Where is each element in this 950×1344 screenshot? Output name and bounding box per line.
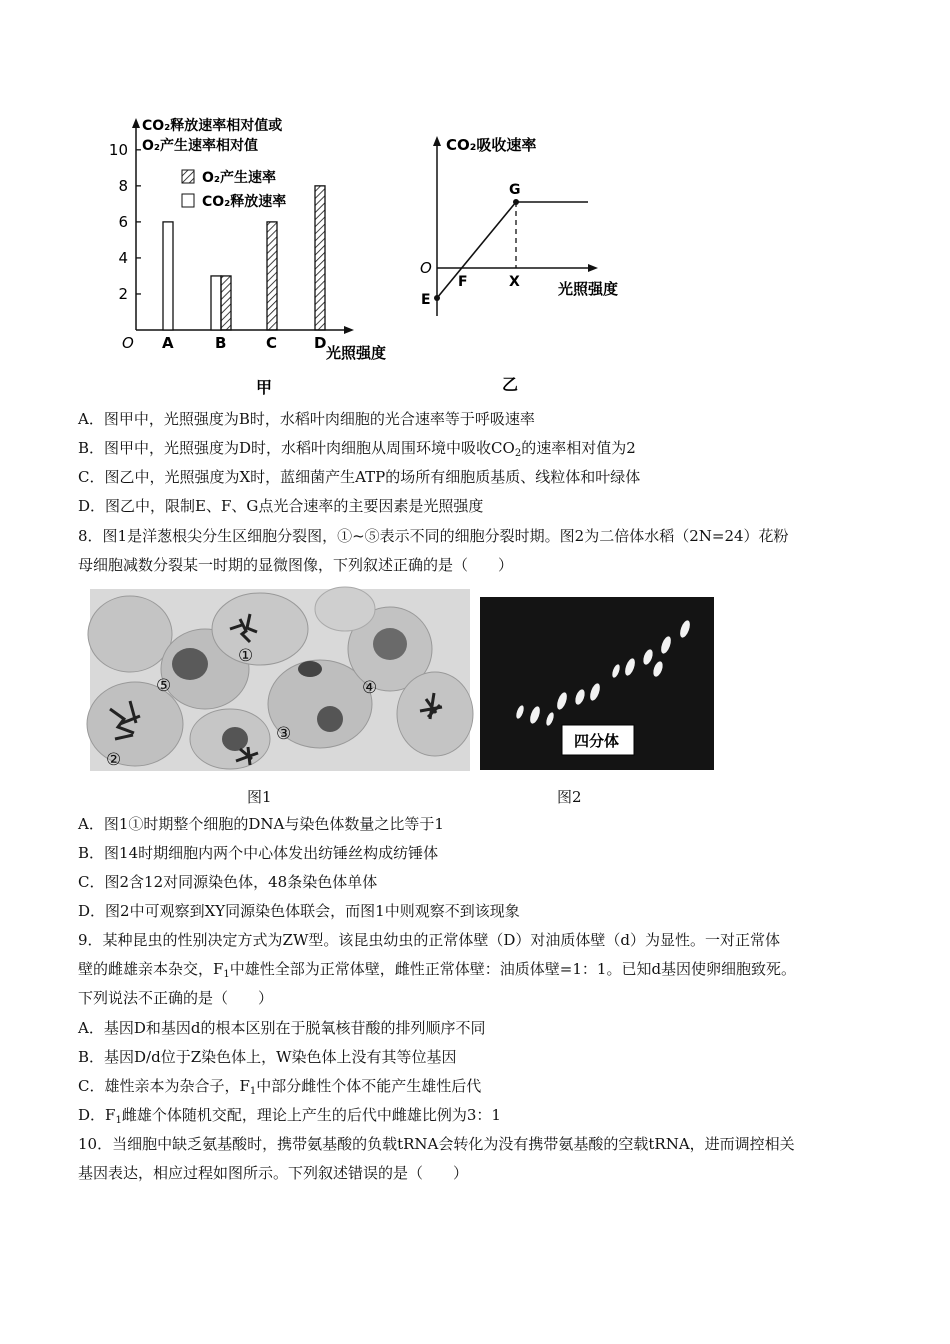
q8-option-d: D．图2中可观察到XY同源染色体联会，而图1中则观察不到该现象 — [78, 902, 520, 920]
q9-option-c-sub: 1 — [249, 1086, 257, 1097]
point-g-label: G — [509, 182, 521, 198]
q7-option-b-post: 的速率相对值为2 — [521, 439, 636, 457]
figure-jia-bar-chart — [108, 108, 387, 398]
bar-o2-B — [221, 276, 231, 330]
bar-co2-B — [211, 276, 221, 330]
q10-stem-line2: 基因表达，相应过程如图所示。下列叙述错误的是（ ） — [78, 1164, 469, 1182]
q8-option-a: A．图1①时期整个细胞的DNA与染色体数量之比等于1 — [78, 815, 444, 833]
q9-option-c-pre: C．雄性亲本为杂合子，F — [78, 1077, 250, 1095]
point-x-label: X — [509, 274, 520, 290]
category-label-A: A — [162, 334, 174, 352]
q7-option-b-sub: 2 — [514, 448, 522, 459]
figure-yi-line-graph — [412, 128, 652, 400]
nucleus — [317, 706, 343, 732]
origin-label: O — [420, 259, 432, 277]
fig1-label-4: ④ — [362, 678, 378, 698]
point-e-marker — [434, 295, 440, 301]
y-tick-label: 6 — [118, 212, 128, 231]
category-label-D: D — [314, 334, 327, 352]
y-tick-label: 4 — [118, 248, 128, 267]
category-label-B: B — [215, 334, 227, 352]
x-axis-arrow — [588, 264, 598, 272]
q7-option-d: D．图乙中，限制E、F、G点光合速率的主要因素是光照强度 — [78, 497, 484, 515]
q7-option-a: A．图甲中，光照强度为B时，水稻叶肉细胞的光合速率等于呼吸速率 — [78, 410, 535, 428]
y-axis-label: CO₂吸收速率 — [446, 136, 537, 154]
q8-option-b: B．图14时期细胞内两个中心体发出纺锤丝构成纺锤体 — [78, 844, 439, 862]
point-e-label: E — [421, 292, 431, 308]
fig2-label: 四分体 — [574, 732, 620, 750]
legend-o2-label: O₂产生速率 — [202, 170, 277, 186]
nucleus — [373, 628, 407, 660]
nucleus — [222, 727, 248, 751]
figure-jia-caption: 甲 — [256, 378, 273, 397]
cell — [212, 593, 308, 665]
legend-o2-swatch — [182, 170, 194, 183]
point-g-marker — [513, 199, 519, 205]
y-axis-arrow — [433, 136, 441, 146]
legend-co2-swatch — [182, 194, 194, 207]
q9-stem-line2-pre: 壁的雌雄亲本杂交，F — [78, 960, 224, 978]
bar-o2-D — [315, 186, 325, 330]
fig1-label-5: ⑤ — [156, 676, 172, 696]
nucleus — [298, 661, 322, 677]
q9-option-d-post: 雌雄个体随机交配，理论上产生的后代中雌雄比例为3：1 — [121, 1106, 501, 1124]
q8-stem-line1: 8．图1是洋葱根尖分生区细胞分裂图，①~⑤表示不同的细胞分裂时期。图2为二倍体水稻（2N=24）花粉 — [78, 527, 789, 545]
nucleus — [172, 648, 208, 680]
legend-co2-label: CO₂释放速率 — [202, 194, 287, 210]
category-label-C: C — [266, 334, 278, 352]
fig1-label-3: ③ — [276, 724, 292, 744]
y-axis-label-line2: O₂产生速率相对值 — [142, 138, 259, 154]
q9-stem-line2-sub: 1 — [223, 969, 230, 980]
x-axis-arrow — [344, 326, 354, 334]
fig1-label-2: ② — [106, 750, 122, 770]
q9-option-d-pre: D．F — [78, 1106, 116, 1124]
y-axis-arrow — [132, 118, 140, 128]
q9-option-b: B．基因D/d位于Z染色体上，W染色体上没有其等位基因 — [78, 1048, 457, 1066]
cell — [397, 672, 473, 756]
q9-stem-line1: 9．某种昆虫的性别决定方式为ZW型。该昆虫幼虫的正常体壁（D）对油质体壁（d）为显性。一对正常体 — [78, 931, 781, 949]
q9-stem-line2 — [78, 959, 796, 985]
q9-option-d-sub: 1 — [115, 1115, 122, 1126]
cell — [315, 587, 375, 631]
q9-option-d — [78, 1105, 501, 1131]
q9-option-c-post: 中部分雌性个体不能产生雄性后代 — [256, 1077, 482, 1095]
figure-2-micrograph — [480, 597, 714, 770]
cell — [88, 596, 172, 672]
q9-stem-line2-post: 中雄性全部为正常体壁，雌性正常体壁：油质体壁=1：1。已知d基因使卵细胞致死。 — [229, 960, 797, 978]
q9-stem-line3: 下列说法不正确的是（ ） — [78, 989, 274, 1007]
q7-option-c: C．图乙中，光照强度为X时，蓝细菌产生ATP的场所有细胞质基质、线粒体和叶绿体 — [78, 468, 641, 486]
q10-stem-line1: 10．当细胞中缺乏氨基酸时，携带氨基酸的负载tRNA会转化为没有携带氨基酸的空载tRNA，进而调控相关 — [78, 1135, 795, 1153]
q7-option-b-pre: B．图甲中，光照强度为D时，水稻叶肉细胞从周围环境中吸收CO — [78, 439, 515, 457]
origin-label: O — [122, 334, 134, 352]
q8-stem-line2: 母细胞减数分裂某一时期的显微图像，下列叙述正确的是（ ） — [78, 556, 514, 574]
q9-option-c — [78, 1076, 481, 1102]
y-tick-label: 10 — [108, 140, 128, 159]
y-axis-label-line1: CO₂释放速率相对值或 — [142, 118, 283, 134]
y-tick-label: 2 — [118, 284, 128, 303]
figure-yi-caption: 乙 — [502, 375, 519, 394]
figure-1-caption: 图1 — [247, 788, 272, 806]
y-tick-label: 8 — [118, 176, 128, 195]
fig1-label-1: ① — [238, 646, 254, 666]
bar-co2-A — [163, 222, 173, 330]
x-axis-label: 光照强度 — [558, 280, 619, 298]
point-f-label: F — [458, 274, 468, 290]
q8-option-c: C．图2含12对同源染色体，48条染色体单体 — [78, 873, 378, 891]
curve-rising — [437, 202, 516, 298]
figure-2-caption: 图2 — [557, 788, 582, 806]
q7-option-b — [78, 438, 636, 464]
figure-1-micrograph — [90, 589, 470, 771]
bar-o2-C — [267, 222, 277, 330]
q9-option-a: A．基因D和基因d的根本区别在于脱氧核苷酸的排列顺序不同 — [78, 1019, 486, 1037]
x-axis-label: 光照强度 — [326, 344, 387, 362]
